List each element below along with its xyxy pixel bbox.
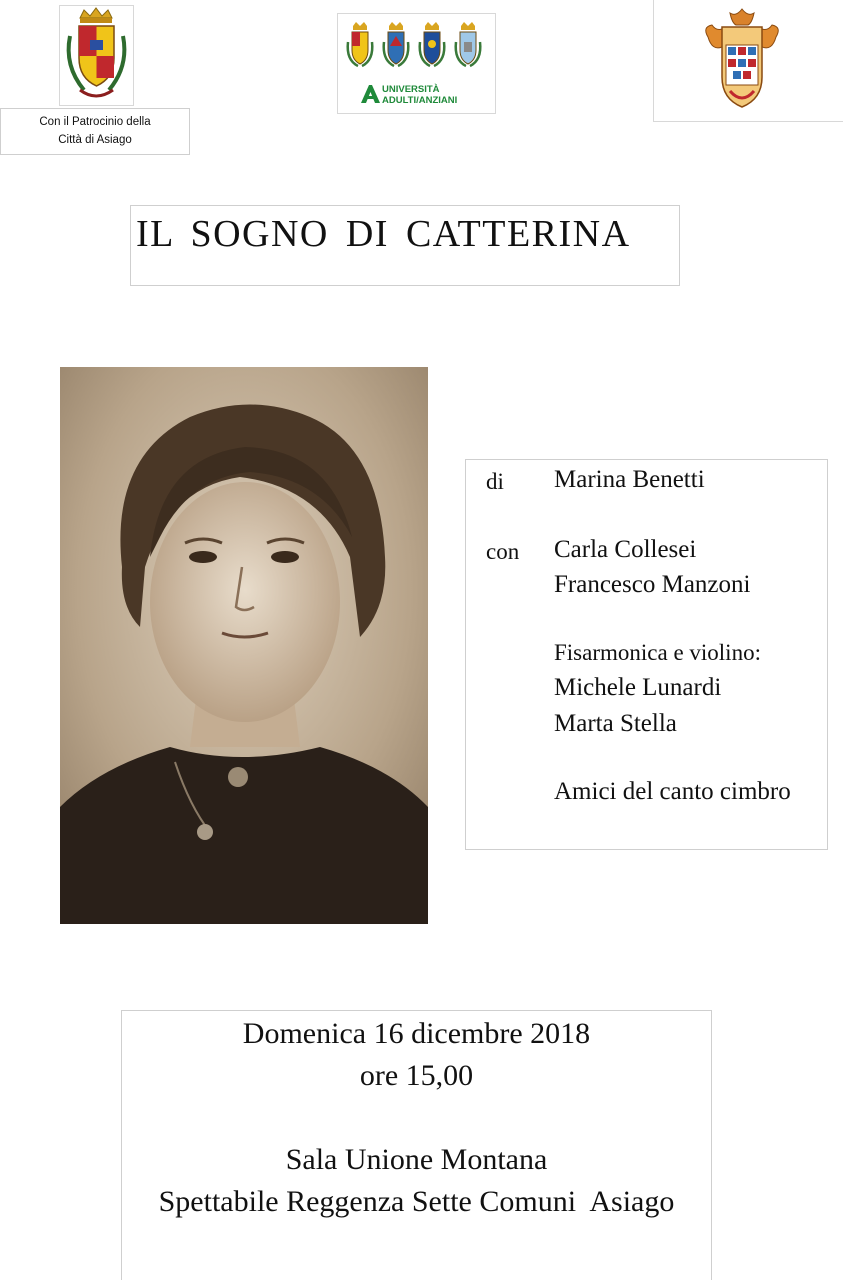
musician: Michele Lunardi: [554, 674, 722, 701]
cast-label: con: [486, 539, 520, 564]
patronage-caption: [0, 108, 190, 155]
musician: Marta Stella: [554, 710, 677, 737]
event-address: Spettabile Reggenza Sette Comuni Asiago: [158, 1185, 675, 1218]
university-line-1: UNIVERSITÀ: [382, 84, 440, 95]
asiago-coat-of-arms-logo: [59, 5, 134, 106]
page-title: IL SOGNO DI CATTERINA: [136, 213, 631, 255]
university-logo-icon: [359, 83, 381, 105]
patronage-line-1: Con il Patrocinio della: [39, 116, 151, 128]
event-time: ore 15,00: [359, 1059, 474, 1092]
cast-member: Francesco Manzoni: [554, 571, 751, 598]
municipal-crests-icon: [338, 14, 495, 74]
vintage-portrait-photo: [60, 367, 428, 924]
music-label: Fisarmonica e violino:: [554, 640, 761, 665]
event-date: Domenica 16 dicembre 2018: [242, 1017, 591, 1050]
university-line-2: ADULTI/ANZIANI: [382, 95, 458, 106]
event-info-box: [121, 1010, 712, 1280]
partner-logos: [337, 13, 496, 114]
event-venue: Sala Unione Montana: [285, 1143, 548, 1176]
reggenza-crest-icon: [654, 0, 843, 121]
cast-member: Carla Collesei: [554, 536, 697, 563]
title-box: [130, 205, 680, 286]
author-name: Marina Benetti: [554, 466, 705, 493]
patronage-line-2: Città di Asiago: [58, 134, 132, 146]
reggenza-logo: [653, 0, 843, 122]
author-label: di: [486, 469, 504, 494]
choir-name: Amici del canto cimbro: [554, 778, 791, 805]
asiago-coat-of-arms-icon: [60, 6, 133, 105]
university-name: [382, 84, 457, 106]
credits-box: [465, 459, 828, 850]
